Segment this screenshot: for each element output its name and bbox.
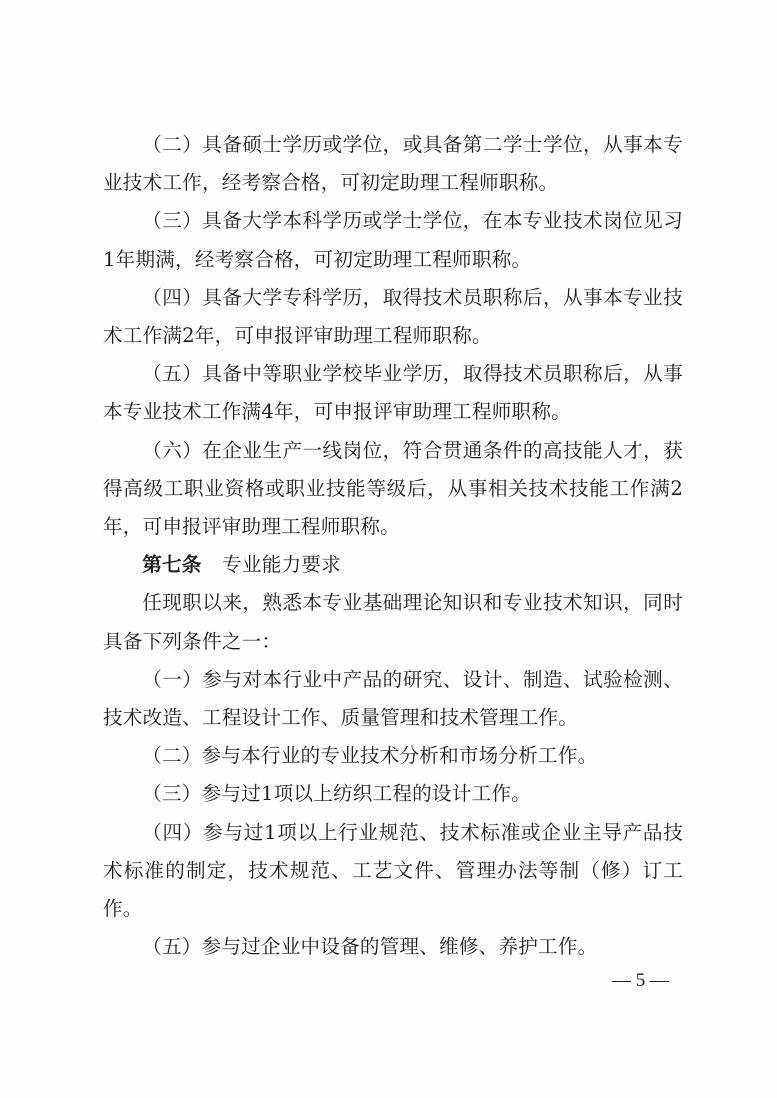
article-number: 第七条 [142,553,202,577]
page-number: — 5 — [612,970,669,991]
paragraph-ability-3: （三）参与过1项以上纺织工程的设计工作。 [142,782,531,806]
paragraph-ability-4: （四）参与过1项以上行业规范、技术标准或企业主导产品技术标准的制定，技术规范、工艺文件、管理办法等制（修）订工作。 [103,820,683,921]
paragraph-ability-1: （一）参与对本行业中产品的研究、设计、制造、试验检测、技术改造、工程设计工作、质量管理和技术管理工作。 [103,667,683,730]
paragraph-qualification-6: （六）在企业生产一线岗位，符合贯通条件的高技能人才，获得高级工职业资格或职业技能等级后，从事相关技术技能工作满2年，可申报评审助理工程师职称。 [103,438,683,539]
paragraph-ability-intro: 任现职以来，熟悉本专业基础理论知识和专业技术知识，同时具备下列条件之一： [103,591,683,653]
paragraph-ability-2: （二）参与本行业的专业技术分析和市场分析工作。 [142,744,598,768]
paragraph-qualification-5: （五）具备中等职业学校毕业学历，取得技术员职称后，从事本专业技术工作满4年，可申报评审助理工程师职称。 [103,362,683,424]
paragraph-qualification-3: （三）具备大学本科学历或学士学位，在本专业技术岗位见习1年期满，经考察合格，可初定助理工程师职称。 [103,209,683,271]
paragraph-qualification-4: （四）具备大学专科学历，取得技术员职称后，从事本专业技术工作满2年，可申报评审助理工程师职称。 [103,285,683,348]
article-title: 专业能力要求 [222,553,341,577]
document-body [103,126,683,966]
paragraph-ability-5: （五）参与过企业中设备的管理、维修、养护工作。 [142,935,598,959]
article-heading [103,546,683,584]
paragraph-qualification-2: （二）具备硕士学历或学位，或具备第二学士学位，从事本专业技术工作，经考察合格，可初定助理工程师职称。 [103,133,683,195]
